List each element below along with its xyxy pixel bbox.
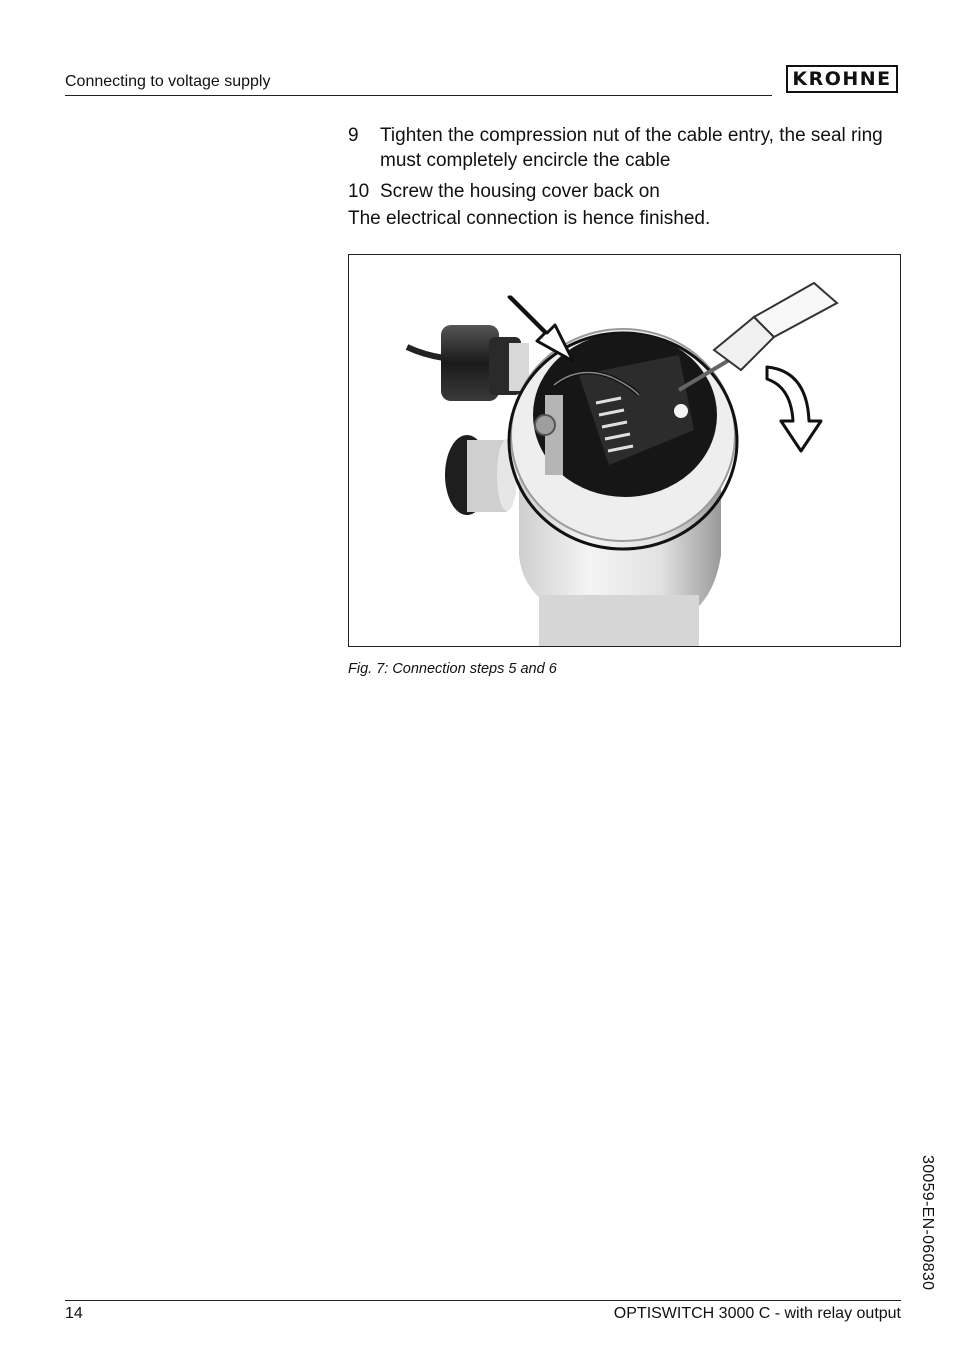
krohne-logo xyxy=(786,65,898,93)
step-text: Screw the housing cover back on xyxy=(380,181,660,202)
screwdriver-icon xyxy=(679,283,837,390)
conclusion-text: The electrical connection is hence finished. xyxy=(348,208,711,229)
step-text: Tighten the compression nut of the cable entry, the seal ring must completely encircle the cable xyxy=(380,125,883,171)
rotation-arrow-icon xyxy=(767,367,821,451)
product-name: OPTISWITCH 3000 C - with relay output xyxy=(613,1305,901,1322)
page-number: 14 xyxy=(65,1305,83,1322)
cable xyxy=(407,347,444,358)
logo-text: KROHNE xyxy=(792,68,892,90)
cable-gland xyxy=(441,325,529,401)
section-title: Connecting to voltage supply xyxy=(65,73,271,90)
step-number: 10 xyxy=(348,181,370,202)
step-number: 9 xyxy=(348,125,359,146)
footer-divider xyxy=(65,1300,901,1301)
housing-illustration xyxy=(349,255,900,646)
connection-figure xyxy=(348,254,901,647)
header-divider xyxy=(65,95,772,96)
side-plug xyxy=(445,435,517,515)
document-code: 30059-EN-060830 xyxy=(919,1155,936,1291)
figure-caption: Fig. 7: Connection steps 5 and 6 xyxy=(348,661,557,677)
